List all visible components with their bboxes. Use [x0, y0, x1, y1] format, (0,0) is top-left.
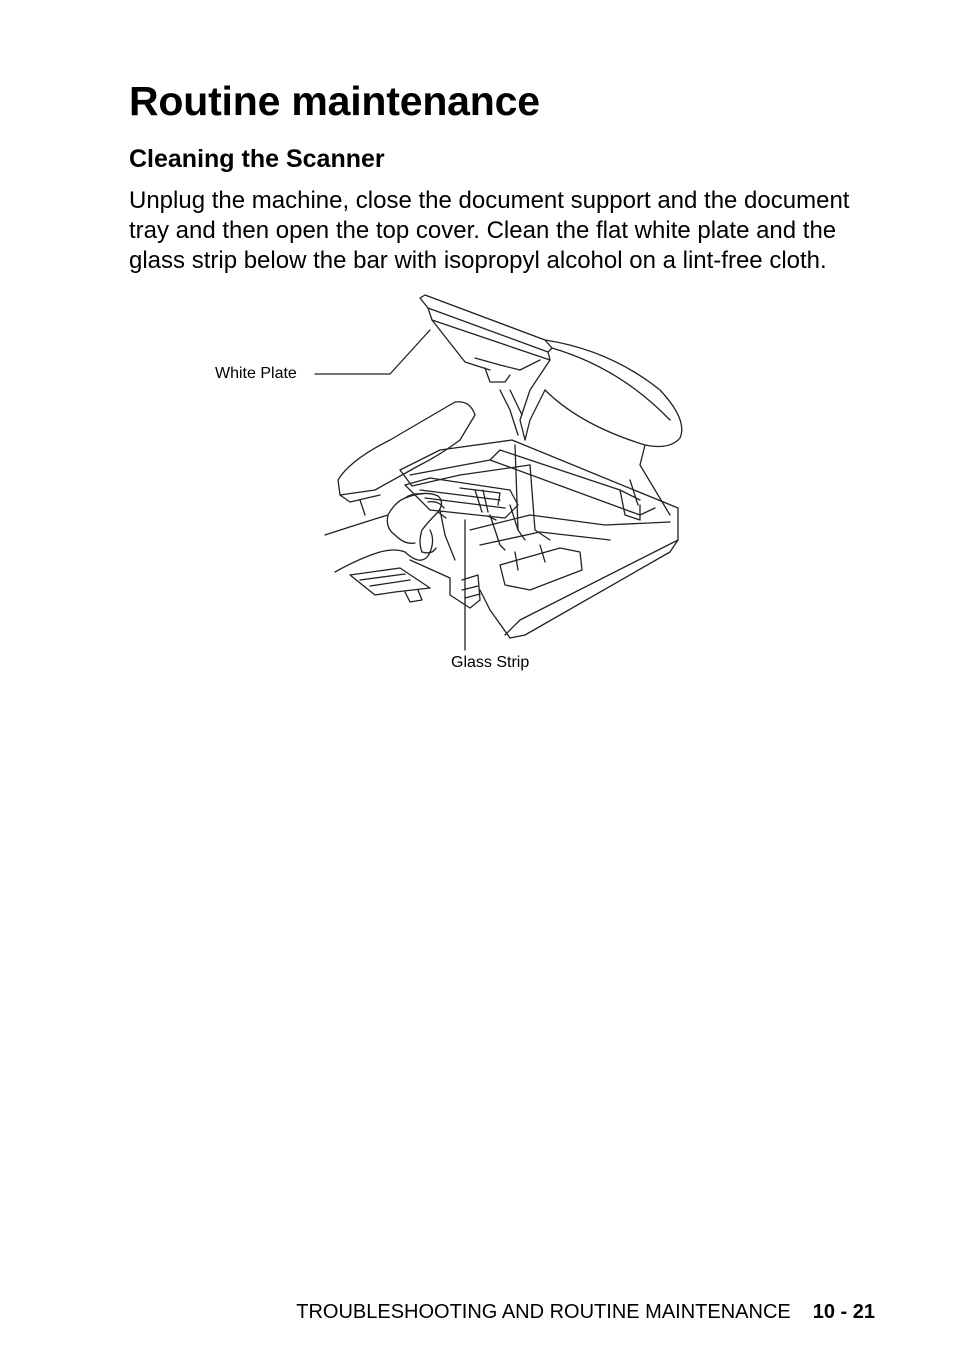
machine-body [338, 402, 678, 638]
document-tray [350, 560, 480, 608]
page-footer [296, 1301, 875, 1324]
hand-with-cloth [325, 493, 446, 572]
scanner-illustration [200, 290, 700, 690]
footer-page-number: 10 - 21 [812, 1301, 875, 1323]
glass-strip-label: Glass Strip [451, 654, 530, 671]
white-plate-label: White Plate [215, 365, 297, 382]
page-title: Routine maintenance [129, 78, 540, 124]
section-title: Cleaning the Scanner [129, 145, 385, 173]
footer-chapter: TROUBLESHOOTING AND ROUTINE MAINTENANCE [296, 1301, 791, 1323]
instruction-paragraph: Unplug the machine, close the document support and the document tray and then open the top cover. Clean the flat white plate and the glass strip below the bar with isopropyl alcohol on a lint-free cloth. [129, 187, 850, 274]
